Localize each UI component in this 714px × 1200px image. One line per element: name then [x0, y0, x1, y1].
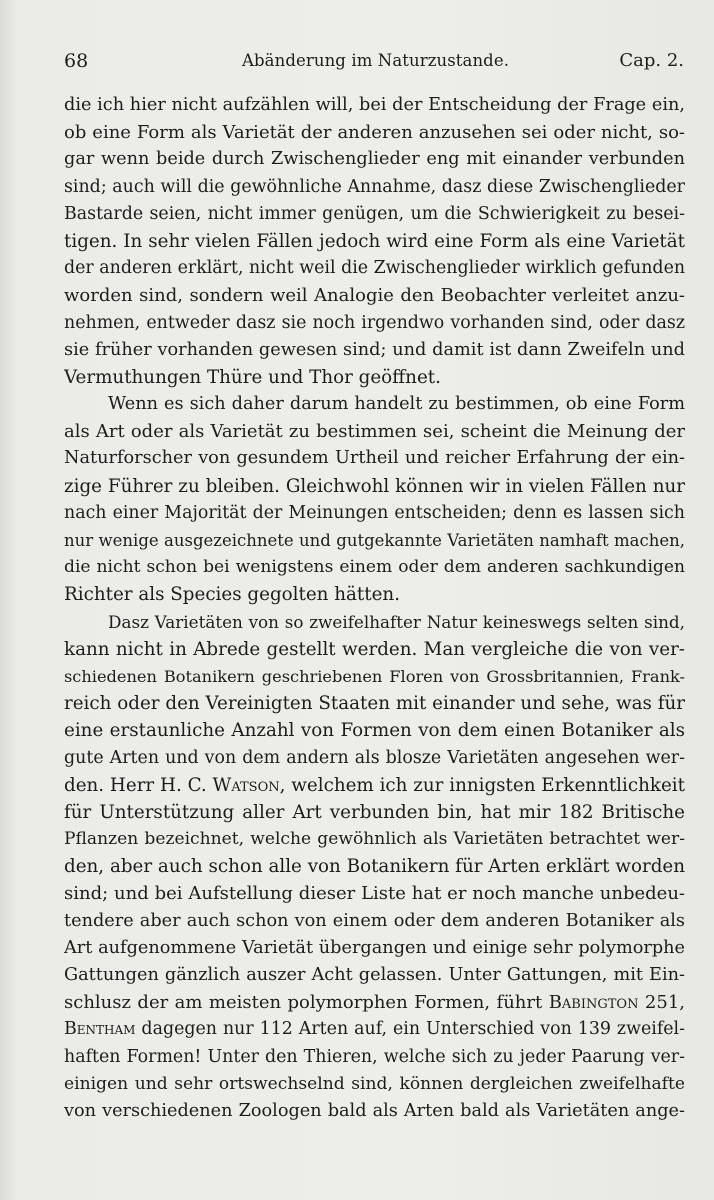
text-line: Wenn es sich daher darum handelt zu bestimmen, ob eine Form: [108, 394, 685, 415]
text-line: Bastarde seien, nicht immer genügen, um die Schwierigkeit zu besei-: [64, 203, 685, 224]
text-line: schiedenen Botanikern geschriebenen Floren von Grossbritannien, Frank-: [64, 666, 685, 686]
text-line: einigen und sehr ortswechselnd sind, können dergleichen zweifelhafte: [64, 1073, 685, 1094]
chapter-label: Cap. 2.: [619, 50, 684, 71]
author-name-babington: Babington: [548, 992, 639, 1014]
author-name-bentham: Bentham: [64, 1019, 136, 1040]
page-header: [64, 50, 684, 80]
text-line: der anderen erklärt, nicht weil die Zwischenglieder wirklich gefunden: [64, 258, 685, 279]
text-line: nehmen, entweder dasz sie noch irgendwo vorhanden sind, oder dasz: [64, 312, 685, 333]
page-number: 68: [64, 50, 89, 72]
text-line: die nicht schon bei wenigstens einem oder dem anderen sachkundigen: [64, 557, 685, 578]
text-line: zige Führer zu bleiben. Gleichwohl können wir in vielen Fällen nur: [64, 475, 685, 497]
text-line: Vermuthungen Thüre und Thor geöffnet.: [64, 366, 441, 388]
text-line: sind; auch will die gewöhnliche Annahme, dasz diese Zwischenglieder: [64, 176, 685, 197]
text-line: sie früher vorhanden gewesen sind; und damit ist dann Zweifeln und: [64, 339, 685, 360]
text-line: Art aufgenommene Varietät übergangen und einige sehr polymorphe: [64, 937, 685, 958]
text-line: kann nicht in Abrede gestellt werden. Man vergleiche die von ver-: [64, 638, 685, 660]
text-line: Gattungen gänzlich auszer Acht gelassen. Unter Gattungen, mit Ein-: [64, 965, 685, 985]
running-title: Abänderung im Naturzustande.: [242, 51, 510, 70]
text-line: Pflanzen bezeichnet, welche gewöhnlich als Varietäten betrachtet wer-: [64, 829, 685, 850]
text-line: ob eine Form als Varietät der anderen anzusehen sei oder nicht, so-: [64, 122, 685, 144]
text-line: nur wenige ausgezeichnete und gutgekannte Varietäten namhaft machen,: [64, 531, 685, 550]
text-line: Bentham dagegen nur 112 Arten auf, ein Unterschied von 139 zweifel-: [64, 1019, 685, 1040]
text-line: tigen. In sehr vielen Fällen jedoch wird eine Form als eine Varietät: [64, 230, 685, 252]
text-line: die ich hier nicht aufzählen will, bei der Entscheidung der Frage ein,: [64, 95, 685, 115]
text-line: den, aber auch schon alle von Botanikern für Arten erklärt worden: [64, 856, 685, 878]
text-line: worden sind, sondern weil Analogie den Beobachter verleitet anzu-: [64, 285, 685, 307]
text-line: für Unterstützung aller Art verbunden bin, hat mir 182 Britische: [64, 801, 685, 823]
body-text: [64, 92, 685, 1125]
text-line: sind; und bei Aufstellung dieser Liste hat er noch manche unbedeu-: [64, 883, 685, 905]
text-line: von verschiedenen Zoologen bald als Arten bald als Varietäten ange-: [64, 1100, 685, 1121]
text-line: als Art oder als Varietät zu bestimmen sei, scheint die Meinung der: [64, 421, 685, 443]
text-line: schlusz der am meisten polymorphen Formen, führt Babington 251,: [64, 992, 685, 1014]
author-name-watson: Watson: [212, 774, 280, 796]
text-line: tendere aber auch schon von einem oder dem anderen Botaniker als: [64, 910, 685, 931]
text-line: eine erstaunliche Anzahl von Formen von dem einen Botaniker als: [64, 720, 685, 742]
text-line: nach einer Majorität der Meinungen entscheiden; denn es lassen sich: [64, 502, 685, 523]
text-line: reich oder den Vereinigten Staaten mit einander und sehe, was für: [64, 693, 685, 715]
text-line: Richter als Species gegolten hätten.: [64, 584, 401, 606]
text-line: Dasz Varietäten von so zweifelhafter Natur keineswegs selten sind,: [108, 611, 685, 632]
text-line: haften Formen! Unter den Thieren, welche sich zu jeder Paarung ver-: [64, 1046, 685, 1067]
text-line: gar wenn beide durch Zwischenglieder eng mit einander verbunden: [64, 149, 685, 170]
text-line: gute Arten und von dem andern als blosze Varietäten angesehen wer-: [64, 747, 685, 768]
text-line: Naturforscher von gesundem Urtheil und reicher Erfahrung der ein-: [64, 448, 685, 469]
text-line: den. Herr H. C. Watson, welchem ich zur innigsten Erkenntlichkeit: [64, 774, 685, 796]
